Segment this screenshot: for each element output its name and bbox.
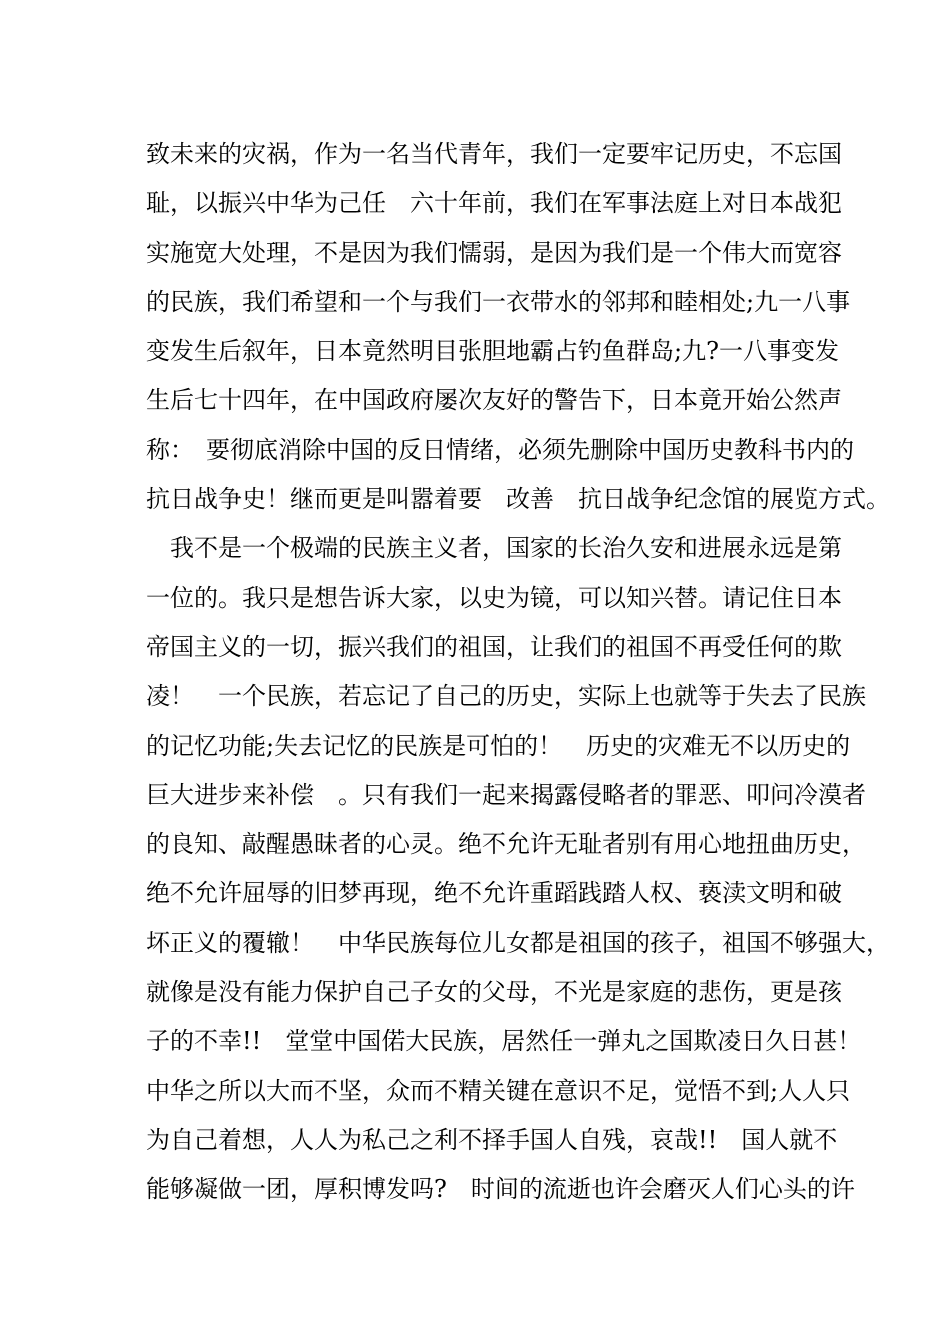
text-line: 能够凝做一团，厚积博发吗? 时间的流逝也许会磨灭人们心头的许	[146, 1175, 855, 1204]
text-line: 一位的。我只是想告诉大家，以史为镜，可以知兴替。请记住日本	[146, 583, 842, 612]
text-line: 坏正义的覆辙！ 中华民族每位儿女都是祖国的孩子，祖国不够强大，	[146, 928, 890, 957]
text-line: 生后七十四年，在中国政府屡次友好的警告下，日本竟开始公然声	[146, 386, 842, 415]
text-line: 称： 要彻底消除中国的反日情绪，必须先删除中国历史教科书内的	[146, 435, 854, 464]
text-line: 绝不允许屈辱的旧梦再现，绝不允许重蹈践踏人权、亵渎文明和破	[146, 879, 842, 908]
text-line: 的良知、敲醒愚昧者的心灵。绝不允许无耻者别有用心地扭曲历史，	[146, 830, 866, 859]
text-line: 就像是没有能力保护自己子女的父母，不光是家庭的悲伤，更是孩	[146, 978, 842, 1007]
text-line: 的记忆功能;失去记忆的民族是可怕的！ 历史的灾难无不以历史的	[146, 731, 851, 760]
text-line: 为自己着想，人人为私己之利不择手国人自残，哀哉!! 国人就不	[146, 1125, 838, 1154]
text-line: 变发生后叙年，日本竟然明目张胆地霸占钓鱼群岛;九?一八事变发	[146, 337, 839, 366]
text-line: 实施宽大处理，不是因为我们懦弱，是因为我们是一个伟大而宽容	[146, 238, 842, 267]
text-line: 子的不幸!! 堂堂中国偌大民族，居然任一弹丸之国欺凌日久日甚！	[146, 1027, 862, 1056]
body-text	[146, 130, 890, 1215]
text-line: 致未来的灾祸，作为一名当代青年，我们一定要牢记历史，不忘国	[146, 140, 842, 168]
text-line: 的民族，我们希望和一个与我们一衣带水的邻邦和睦相处;九一八事	[146, 287, 851, 316]
text-line: 我不是一个极端的民族主义者，国家的长治久安和进展永远是第	[146, 534, 842, 563]
text-line: 帝国主义的一切，振兴我们的祖国，让我们的祖国不再受任何的欺	[146, 632, 842, 661]
text-line: 巨大进步来补偿 。只有我们一起来揭露侵略者的罪恶、叩问冷漠者	[146, 780, 866, 809]
text-line: 中华之所以大而不坚，众而不精关键在意识不足，觉悟不到;人人只	[146, 1076, 851, 1105]
text-line: 耻，以振兴中华为己任 六十年前，我们在军事法庭上对日本战犯	[146, 189, 842, 218]
text-line: 抗日战争史！继而更是叫嚣着要 改善 抗日战争纪念馆的展览方式。	[146, 485, 890, 514]
text-line: 凌！ 一个民族，若忘记了自己的历史，实际上也就等于失去了民族	[146, 682, 866, 711]
